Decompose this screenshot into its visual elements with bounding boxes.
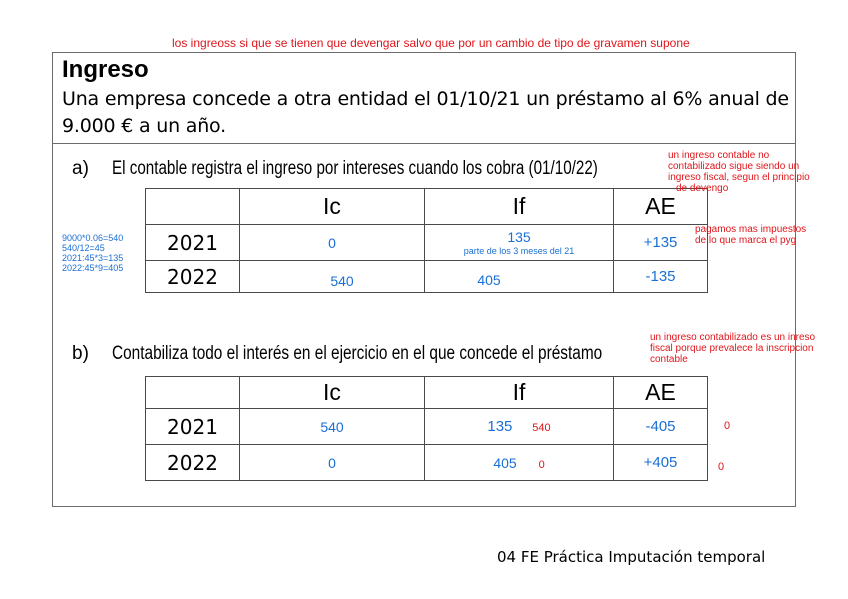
table-b-corner	[146, 377, 240, 409]
if-value: 135	[507, 229, 531, 245]
table-a-corner	[146, 189, 240, 225]
table-b	[145, 376, 708, 481]
ae-cell: -405	[614, 409, 708, 445]
calc-line: 540/12=45	[62, 243, 105, 253]
if-cell	[425, 225, 614, 261]
table-a-header-if: If	[425, 189, 614, 225]
side-zero-2022: 0	[718, 461, 725, 473]
question-a-text: El contable registra el ingreso por intereses cuando los cobra (01/10/22)	[112, 158, 598, 179]
table-row	[146, 225, 708, 261]
if-cell	[425, 409, 614, 445]
table-row	[146, 409, 708, 445]
note-line: contabilizado sigue siendo un	[668, 161, 800, 172]
table-b-header-ic: Ic	[240, 377, 425, 409]
if-cell: 405	[425, 261, 614, 293]
note-line: un ingreso contable no	[668, 150, 770, 161]
side-zero-2021: 0	[724, 420, 731, 432]
if-red-value: 0	[538, 458, 545, 471]
footer-title: 04 FE Práctica Imputación temporal	[497, 548, 766, 566]
note-line: fiscal porque prevalece la inscripcion	[650, 343, 814, 354]
question-b-text: Contabiliza todo el interés en el ejercicio en el que concede el préstamo	[112, 343, 603, 364]
table-b-header-if: If	[425, 377, 614, 409]
ic-cell: 0	[240, 445, 425, 481]
calc-line: 2022:45*9=405	[62, 263, 124, 273]
note-line: ingreso fiscal, segun el principio	[668, 172, 810, 183]
if-value: 405	[493, 454, 517, 471]
annotation-b	[650, 332, 815, 365]
annotation-a-mid	[695, 224, 806, 246]
note-line: contable	[650, 354, 688, 365]
note-line: de lo que marca el pyg	[695, 235, 797, 246]
ae-cell: +135	[614, 225, 708, 261]
ic-cell: 0	[240, 225, 425, 261]
if-note: parte de los 3 meses del 21	[463, 246, 575, 256]
year-cell: 2021	[146, 409, 240, 445]
calc-line: 9000*0.06=540	[62, 233, 124, 243]
calculation-notes	[62, 233, 123, 273]
note-line: pagamos mas impuestos	[695, 224, 807, 235]
if-red-value: 540	[532, 422, 551, 434]
table-a-header-ae: AE	[614, 189, 708, 225]
frame-divider	[52, 143, 796, 144]
note-line: un ingreso contabilizado es un inreso	[650, 332, 816, 343]
question-a-label: a)	[72, 158, 89, 179]
calc-line: 2021:45*3=135	[62, 253, 124, 263]
annotation-a-top	[668, 150, 810, 194]
if-value: 135	[487, 418, 513, 435]
ic-cell: 540	[240, 409, 425, 445]
note-line: de devengo	[676, 183, 729, 194]
top-annotation: los ingreoss si que se tienen que devengar salvo que por un cambio de tipo de gravamen supone	[172, 36, 690, 50]
statement-line-2: 9.000 € a un año.	[62, 115, 226, 137]
table-row	[146, 261, 708, 293]
year-cell: 2022	[146, 261, 240, 293]
table-a	[145, 188, 708, 293]
year-cell: 2022	[146, 445, 240, 481]
ae-cell: -135	[614, 261, 708, 293]
page-title: Ingreso	[62, 56, 149, 83]
ic-cell: 540	[240, 261, 425, 293]
table-b-header-ae: AE	[614, 377, 708, 409]
if-cell	[425, 445, 614, 481]
statement-line-1: Una empresa concede a otra entidad el 01/10/21 un préstamo al 6% anual de	[62, 88, 789, 110]
year-cell: 2021	[146, 225, 240, 261]
ae-cell: +405	[614, 445, 708, 481]
question-b-label: b)	[72, 343, 89, 364]
table-row	[146, 445, 708, 481]
table-a-header-ic: Ic	[240, 189, 425, 225]
